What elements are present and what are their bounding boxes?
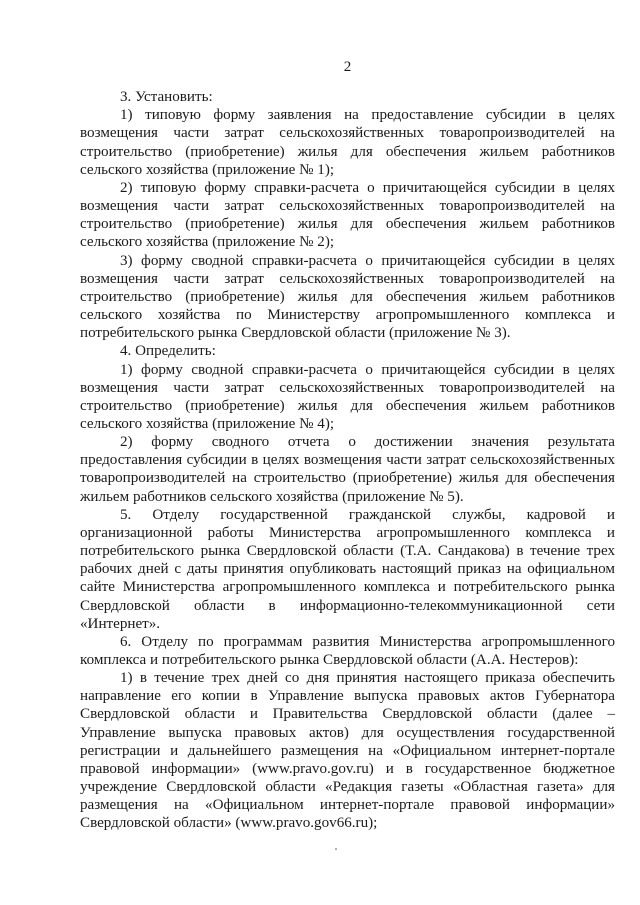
section-6-heading: 6. Отделу по программам развития Министерства агропромышленного комплекса и потребительского рынка Свердловской области (А.А. Нестеров): — [80, 633, 615, 668]
section-4-item-1: 1) форму сводной справки-расчета о причитающейся субсидии в целях возмещения части затрат сельскохозяйственных товаропроизводителей на строительство (приобретение) жилья для обеспечения жильем работников сельского хозяйства (приложение № 4); — [80, 361, 615, 432]
section-6-item-1: 1) в течение трех дней со дня принятия настоящего приказа обеспечить направление его копии в Управление выпуска правовых актов Губернатора Свердловской области и Правительства Свердловской области (далее – Управление выпуска правовых актов) для осуществления государственной регистрации и дальнейшего размещения на «Официальном интернет-портале правовой информации» (www.pravo.gov.ru) и в государственное бюджетное учреждение Свердловской области «Редакция газеты «Областная газета» для размещения на «Официальном интернет-портале правовой информации» Свердловской области» (www.pravo.gov66.ru); — [80, 670, 615, 832]
section-3-item-2: 2) типовую форму справки-расчета о причитающейся субсидии в целях возмещения части затрат сельскохозяйственных товаропроизводителей на строительство (приобретение) жилья для обеспечения жильем работников сельского хозяйства (приложение № 2); — [80, 179, 615, 251]
section-3-item-3: 3) форму сводной справки-расчета о причитающейся субсидии в целях возмещения части затрат сельскохозяйственных товаропроизводителей на строительство (приобретение) жилья для обеспечения жильем работников сельского хозяйства по Министерству агропромышленного комплекса и потребительского рынка Свердловской области (приложение № 3). — [80, 252, 615, 342]
section-4-heading: 4. Определить: — [120, 343, 216, 360]
section-4-item-2: 2) форму сводного отчета о достижении значения результата предоставления субсидии в целях возмещения части затрат сельскохозяйственных товаропроизводителей на строительство (приобретение) жилья для обеспечения жильем работников сельского хозяйства (приложение № 5). — [80, 434, 615, 505]
section-3-heading: 3. Установить: — [120, 89, 213, 106]
section-3-item-1: 1) типовую форму заявления на предоставление субсидии в целях возмещения части затрат сельскохозяйственных товаропроизводителей на строительство (приобретение) жилья для обеспечения жильем работников сельского хозяйства (приложение № 1); — [80, 107, 615, 178]
document-page — [80, 58, 615, 833]
scan-speck — [335, 848, 337, 850]
section-5: 5. Отделу государственной гражданской службы, кадровой и организационной работы Министерства агропромышленного комплекса и потребительского рынка Свердловской области (Т.А. Сандакова) в течение трех рабочих дней с даты принятия опубликовать настоящий приказ на официальном сайте Министерства агропромышленного комплекса и потребительского рынка Свердловской области в информационно-телекоммуникационной сети «Интернет». — [80, 506, 615, 632]
page-number: 2 — [343, 59, 352, 75]
